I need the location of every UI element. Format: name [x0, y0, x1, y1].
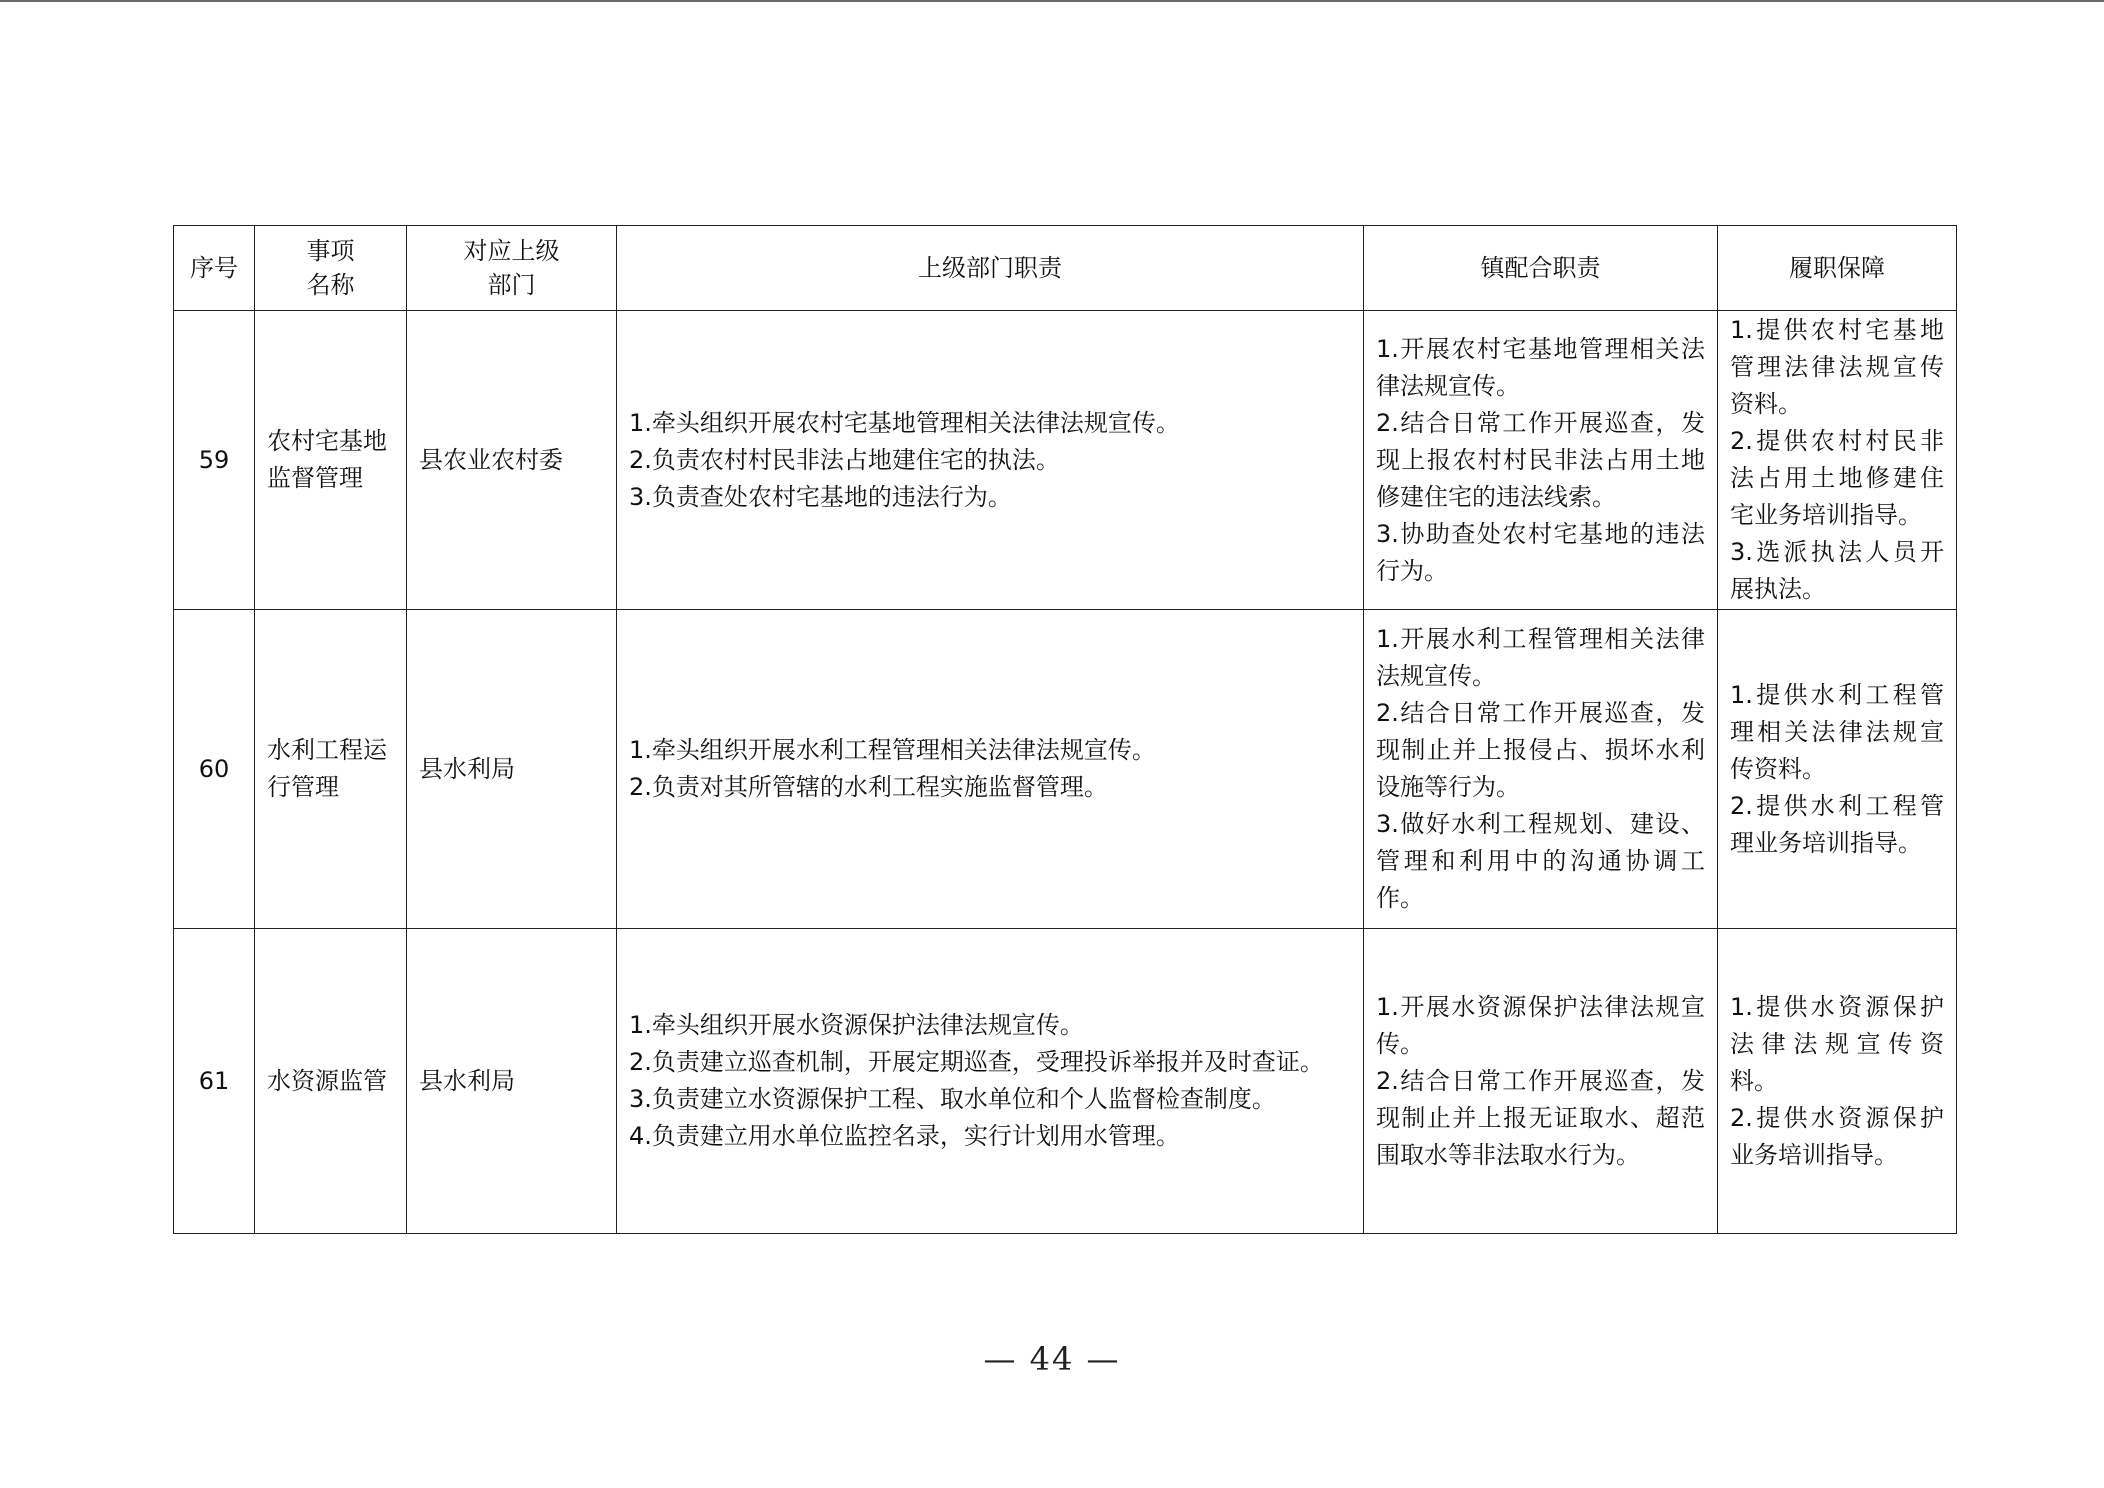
superior-duty-cell	[617, 610, 1364, 929]
superior-dept: 县水利局	[407, 929, 617, 1234]
item-name: 水资源监管	[255, 929, 407, 1234]
guarantee-item: 1.提供水资源保护法律法规宣传资料。	[1730, 992, 1944, 1095]
guarantee-cell	[1718, 610, 1957, 929]
header-guarantee: 履职保障	[1718, 226, 1957, 311]
guarantee-item: 2.提供水资源保护业务培训指导。	[1730, 1103, 1944, 1169]
item-name: 水利工程运行管理	[255, 610, 407, 929]
superior-dept: 县农业农村委	[407, 311, 617, 610]
table-header-row	[174, 226, 1957, 311]
duty-item: 2.负责农村村民非法占地建住宅的执法。	[629, 445, 1060, 474]
guarantee-cell	[1718, 929, 1957, 1234]
responsibility-table	[173, 225, 1957, 1234]
guarantee-item: 1.提供水利工程管理相关法律法规宣传资料。	[1730, 680, 1944, 783]
row-number: 60	[174, 610, 255, 929]
superior-dept: 县水利局	[407, 610, 617, 929]
page-number: — 44 —	[983, 1340, 1121, 1378]
coop-item: 1.开展水利工程管理相关法律法规宣传。	[1376, 625, 1705, 690]
row-number: 61	[174, 929, 255, 1234]
duty-item: 1.牵头组织开展水资源保护法律法规宣传。	[629, 1011, 1084, 1039]
guarantee-cell	[1718, 311, 1957, 610]
duty-item: 2.负责对其所管辖的水利工程实施监督管理。	[629, 773, 1108, 801]
town-coop-cell	[1364, 929, 1718, 1234]
coop-item: 2.结合日常工作开展巡查，发现上报农村村民非法占用土地修建住宅的违法线索。	[1376, 408, 1705, 511]
duty-item: 3.负责查处农村宅基地的违法行为。	[629, 482, 1012, 511]
header-item-name-line2: 名称	[306, 271, 355, 299]
header-num: 序号	[174, 226, 255, 311]
header-town-coop-duty: 镇配合职责	[1364, 226, 1718, 311]
item-name: 农村宅基地监督管理	[255, 311, 407, 610]
duty-item: 1.牵头组织开展水利工程管理相关法律法规宣传。	[629, 736, 1156, 764]
guarantee-item: 2.提供农村村民非法占用土地修建住宅业务培训指导。	[1730, 427, 1944, 529]
coop-item: 3.协助查处农村宅基地的违法行为。	[1376, 519, 1705, 585]
coop-item: 1.开展水资源保护法律法规宣传。	[1376, 992, 1705, 1058]
header-superior-dept	[407, 226, 617, 311]
town-coop-cell	[1364, 311, 1718, 610]
header-superior-dept-line1: 对应上级	[463, 237, 560, 265]
header-superior-dept-line2: 部门	[487, 271, 536, 299]
town-coop-cell	[1364, 610, 1718, 929]
duty-item: 3.负责建立水资源保护工程、取水单位和个人监督检查制度。	[629, 1085, 1276, 1113]
coop-item: 2.结合日常工作开展巡查，发现制止并上报无证取水、超范围取水等非法取水行为。	[1376, 1066, 1705, 1169]
header-item-name-line1: 事项	[306, 237, 355, 265]
guarantee-item: 1.提供农村宅基地管理法律法规宣传资料。	[1730, 316, 1944, 418]
superior-duty-cell	[617, 311, 1364, 610]
table-row	[174, 610, 1957, 929]
coop-item: 3.做好水利工程规划、建设、管理和利用中的沟通协调工作。	[1376, 810, 1705, 912]
guarantee-item: 3.选派执法人员开展执法。	[1730, 538, 1944, 603]
coop-item: 2.结合日常工作开展巡查，发现制止并上报侵占、损坏水利设施等行为。	[1376, 699, 1705, 801]
top-border-line	[0, 0, 2104, 2]
coop-item: 1.开展农村宅基地管理相关法律法规宣传。	[1376, 334, 1705, 400]
duty-item: 4.负责建立用水单位监控名录，实行计划用水管理。	[629, 1122, 1180, 1150]
guarantee-item: 2.提供水利工程管理业务培训指导。	[1730, 791, 1944, 857]
table-row	[174, 929, 1957, 1234]
header-item-name	[255, 226, 407, 311]
row-number: 59	[174, 311, 255, 610]
table-row	[174, 311, 1957, 610]
superior-duty-cell	[617, 929, 1364, 1234]
duty-item: 1.牵头组织开展农村宅基地管理相关法律法规宣传。	[629, 408, 1180, 437]
duty-item: 2.负责建立巡查机制，开展定期巡查，受理投诉举报并及时查证。	[629, 1048, 1324, 1076]
header-superior-duty: 上级部门职责	[617, 226, 1364, 311]
